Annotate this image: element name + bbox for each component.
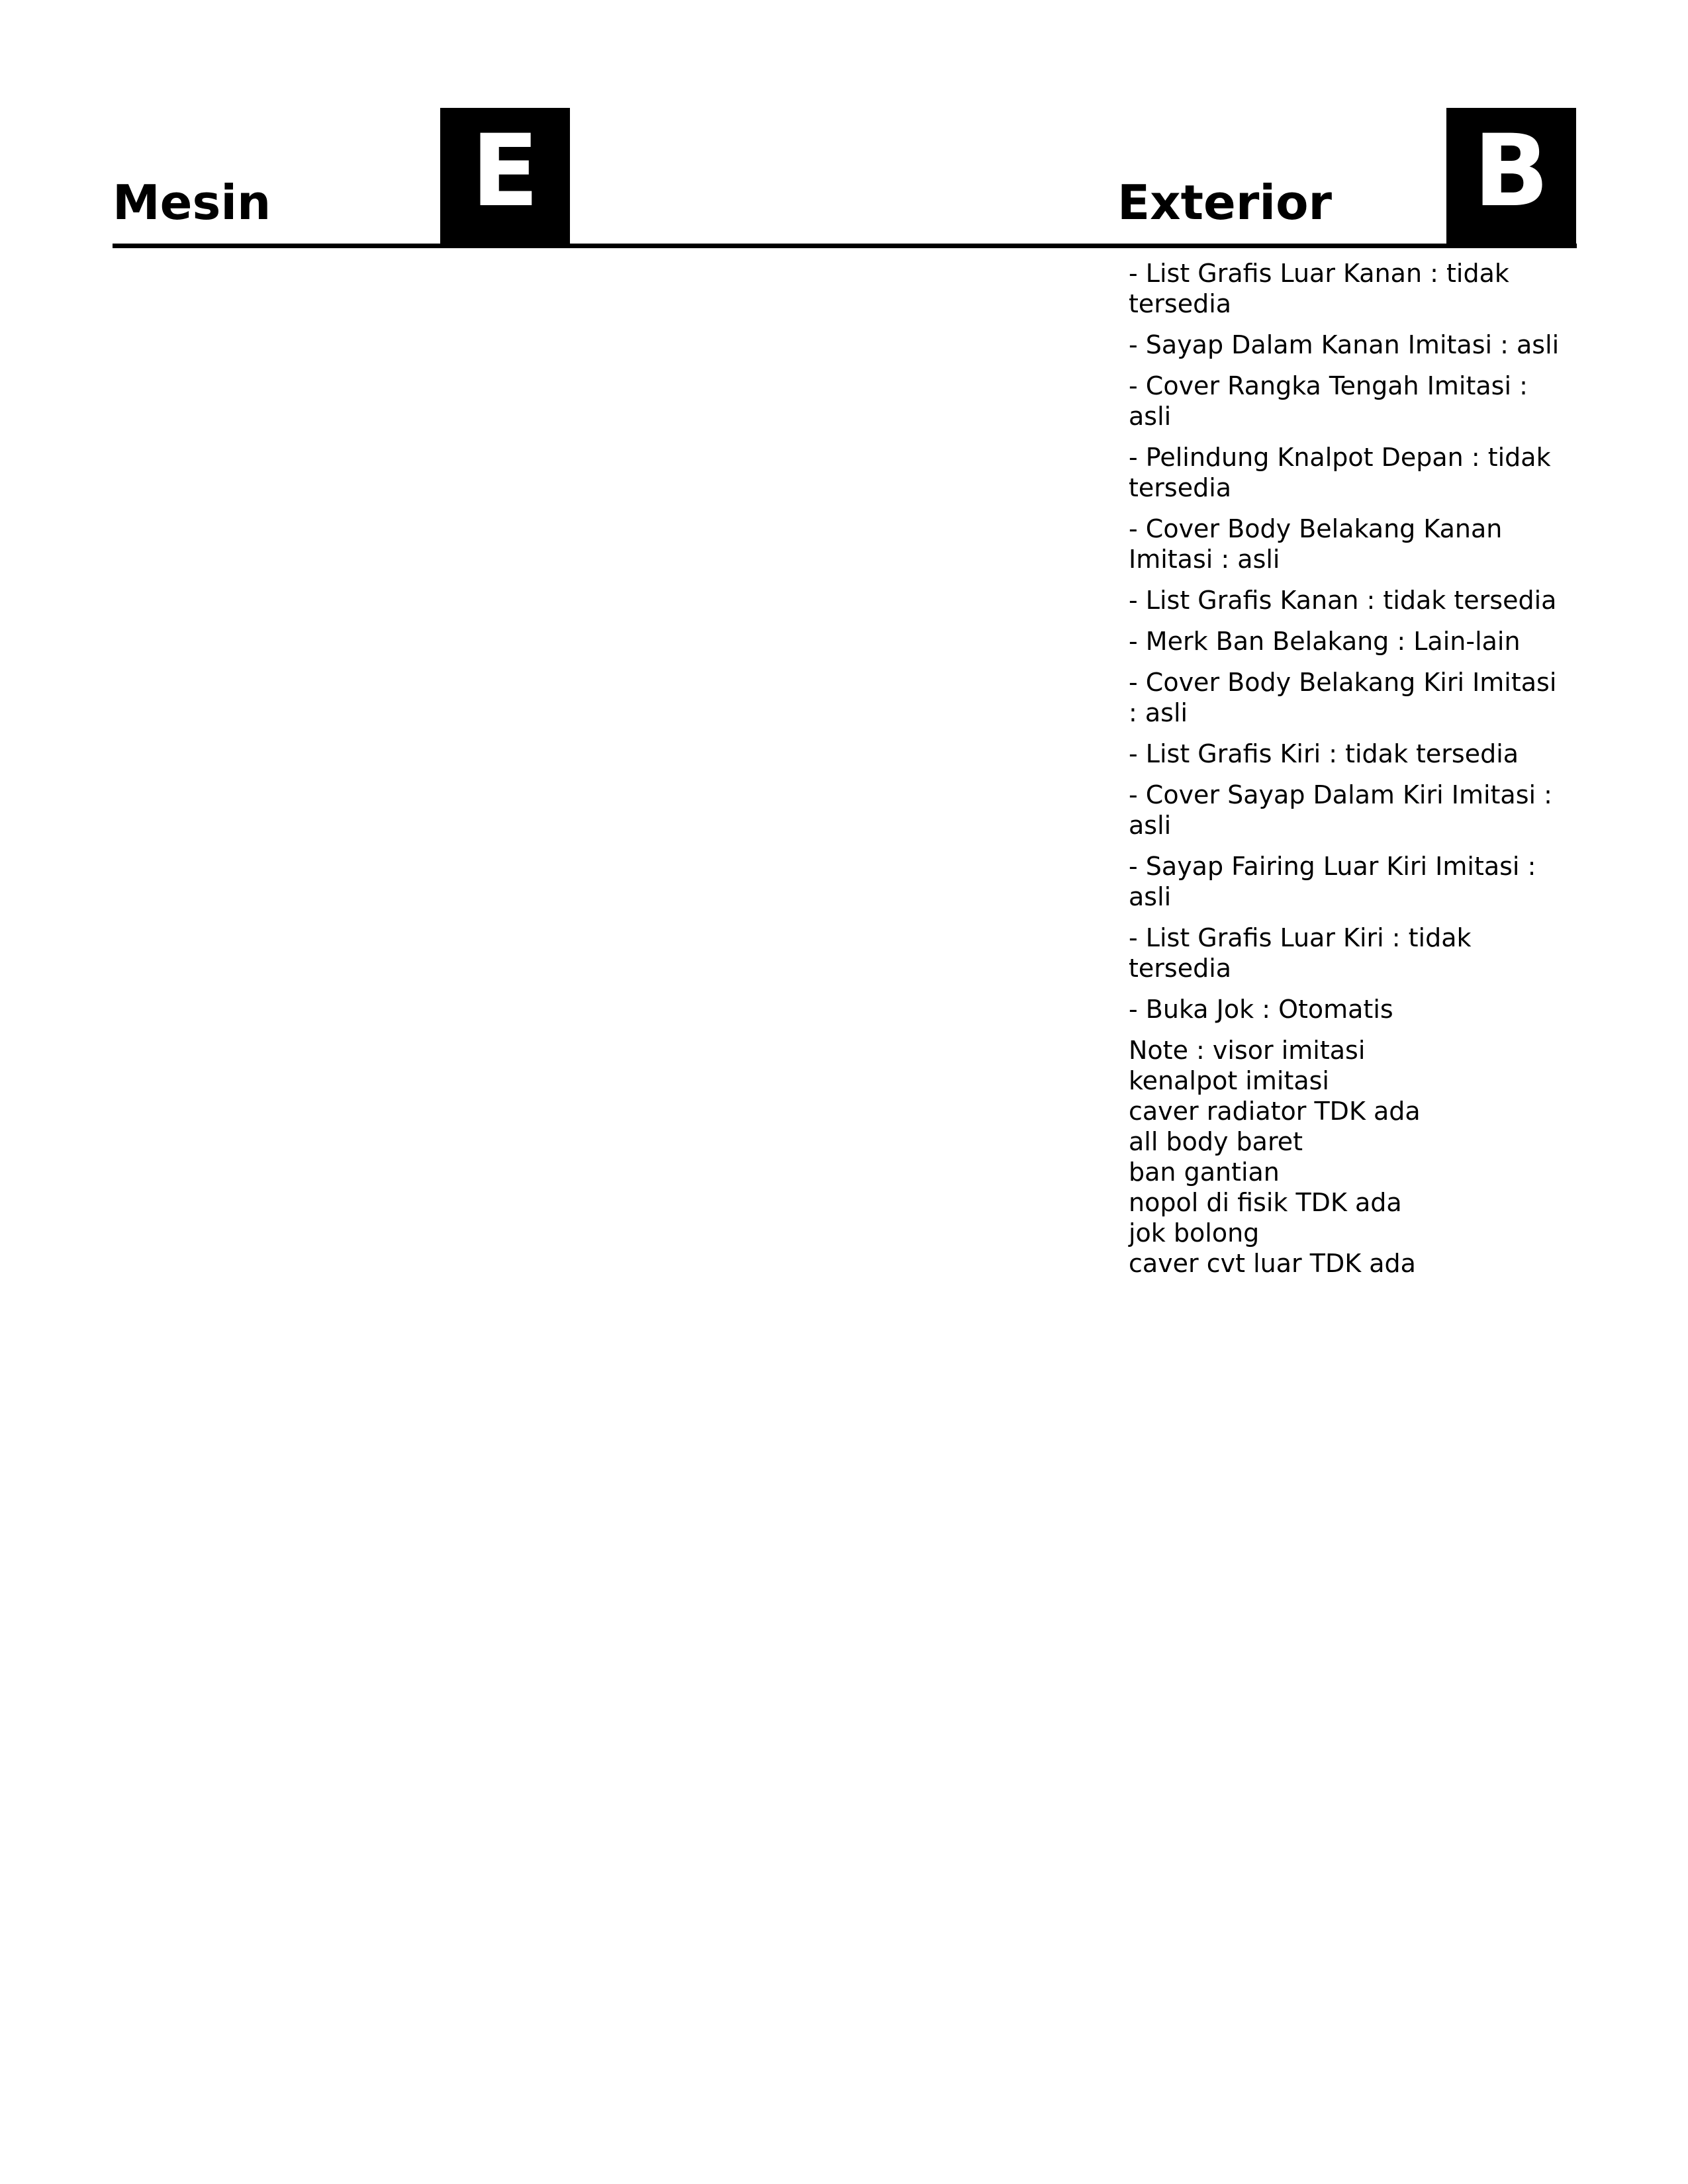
note-line: caver cvt luar TDK ada (1129, 1249, 1416, 1278)
list-item: - List Grafis Kanan : tidak tersedia (1129, 586, 1557, 615)
list-item: - List Grafis Luar Kiri : tidak tersedia (1129, 923, 1472, 983)
note-line: nopol di fisik TDK ada (1129, 1188, 1402, 1217)
exterior-note (1129, 1035, 1566, 1279)
section-title-exterior: Exterior (1117, 175, 1333, 230)
exterior-item-list (1129, 258, 1566, 1289)
note-line: kenalpot imitasi (1129, 1066, 1329, 1095)
list-item: - List Grafis Luar Kanan : tidak tersedia (1129, 259, 1509, 318)
header-divider (113, 244, 1577, 248)
list-item: - Sayap Fairing Luar Kiri Imitasi : asli (1129, 852, 1536, 911)
grade-badge-exterior: B (1446, 108, 1576, 244)
section-title-mesin: Mesin (113, 175, 271, 230)
note-line: jok bolong (1129, 1218, 1260, 1248)
list-item: - Cover Body Belakang Kiri Imitasi : asli (1129, 668, 1557, 727)
list-item: - Pelindung Knalpot Depan : tidak tersedia (1129, 443, 1551, 502)
list-item: - Cover Body Belakang Kanan Imitasi : asli (1129, 514, 1503, 574)
note-line: all body baret (1129, 1127, 1303, 1156)
list-item: - Buka Jok : Otomatis (1129, 995, 1393, 1024)
list-item: - List Grafis Kiri : tidak tersedia (1129, 739, 1519, 768)
note-line: Note : visor imitasi (1129, 1036, 1366, 1065)
list-item: - Cover Rangka Tengah Imitasi : asli (1129, 371, 1528, 431)
note-line: ban gantian (1129, 1158, 1280, 1187)
grade-badge-mesin: E (440, 108, 570, 244)
list-item: - Cover Sayap Dalam Kiri Imitasi : asli (1129, 780, 1552, 840)
list-item: - Merk Ban Belakang : Lain-lain (1129, 627, 1521, 656)
note-line: caver radiator TDK ada (1129, 1097, 1421, 1126)
list-item: - Sayap Dalam Kanan Imitasi : asli (1129, 330, 1560, 359)
